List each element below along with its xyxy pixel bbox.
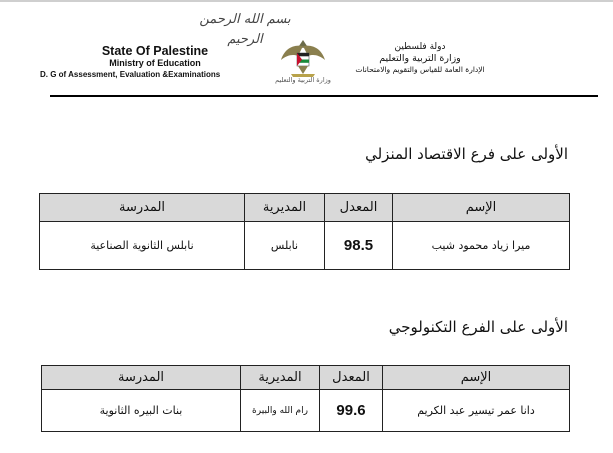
results-table-home-economics (39, 193, 570, 270)
state-name-ar: دولة فلسطين (394, 42, 446, 52)
col-header-school: المدرسة (40, 194, 245, 222)
section-title-home-economics: الأولى على فرع الاقتصاد المنزلي (365, 145, 568, 163)
col-header-directorate: المديرية (245, 194, 325, 222)
state-name-en: State Of Palestine (101, 44, 209, 58)
directorate-name-en: D. G of Assessment, Evaluation &Examinations (40, 70, 221, 79)
cell-student-name: دانا عمر تيسير عبد الكريم (383, 390, 570, 432)
section-title-technology: الأولى على الفرع التكنولوجي (388, 318, 568, 336)
cell-school: بنات البيره الثانوية (42, 390, 241, 432)
col-header-average: المعدل (320, 366, 383, 390)
table-header-row (42, 366, 570, 390)
table-header-row (40, 194, 570, 222)
directorate-name-ar: الإدارة العامة للقياس والتقويم والامتحانات (355, 65, 485, 74)
cell-directorate: نابلس (245, 222, 325, 270)
col-header-name: الإسم (383, 366, 570, 390)
ministry-name-en: Ministry of Education (109, 58, 201, 68)
results-table-technology (41, 365, 570, 432)
cell-average: 99.6 (320, 390, 383, 432)
header-english-block (40, 44, 270, 80)
basmala-calligraphy: بسم الله الرحمن الرحيم (199, 12, 291, 47)
col-header-name: الإسم (393, 194, 570, 222)
col-header-average: المعدل (325, 194, 393, 222)
top-border-line (0, 0, 613, 2)
cell-school: نابلس الثانوية الصناعية (40, 222, 245, 270)
header-arabic-block (345, 42, 495, 75)
cell-average: 98.5 (325, 222, 393, 270)
cell-directorate: رام الله والبيرة (241, 390, 320, 432)
table-row (40, 222, 570, 270)
table-row (42, 390, 570, 432)
header-divider (50, 95, 598, 97)
col-header-directorate: المديرية (241, 366, 320, 390)
ministry-name-ar: وزارة التربية والتعليم (379, 53, 461, 64)
cell-student-name: ميرا زياد محمود شيب (393, 222, 570, 270)
col-header-school: المدرسة (42, 366, 241, 390)
emblem-caption: وزارة التربية والتعليم (275, 76, 331, 84)
